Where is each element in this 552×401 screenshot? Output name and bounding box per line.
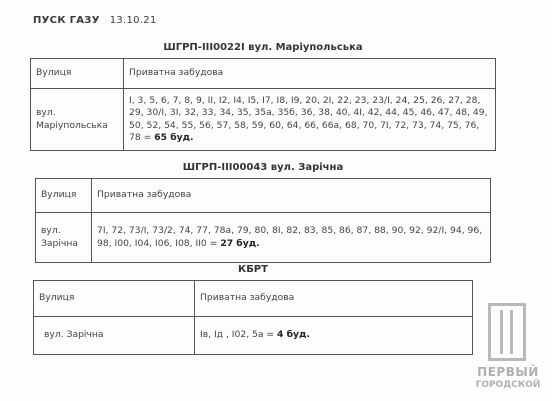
street-cell: вул. Маріупольська <box>31 89 124 151</box>
houses-cell <box>195 317 473 355</box>
col-header-private: Приватна забудова <box>195 281 473 317</box>
watermark-logo <box>472 303 544 395</box>
table-3 <box>33 280 473 355</box>
houses-list: I, 3, 5, 6, 7, 8, 9, II, I2, I4, I5, I7, I8, I9, 20, 2I, 22, 23, 23/I, 24, 25, 26, 27, 28, 29, 30/I, 3I, 32, 33, 34, 35, 35а, 35б, 36, 38, 40, 4I, 42, 44, 45, 46, 47, 48, 49, 50, 52, 54, 55, 56, 57, 58, 59, 60, 64, 66, 66а, 68, 70, 7I, 72, 73, 74, 75, 76, 78 = <box>129 94 488 143</box>
logo-mark-icon <box>488 303 526 361</box>
table-1 <box>30 58 496 151</box>
header-title: ПУСК ГАЗУ <box>33 15 100 26</box>
street-cell: вул. Зарічна <box>36 213 92 263</box>
section-title-1: ШГРП-III0022I вул. Маріупольська <box>163 42 363 53</box>
houses-list: 7I, 72, 73/I, 73/2, 74, 77, 78а, 79, 80, 8I, 82, 83, 85, 86, 87, 88, 90, 92, 92/I, 94, 96, 98, I00, I04, I06, I08, II0 = <box>97 225 483 249</box>
table-2 <box>35 178 491 263</box>
houses-cell <box>92 213 491 263</box>
section-title-3: КБРТ <box>238 264 268 275</box>
houses-total: 4 буд. <box>277 329 310 341</box>
street-cell: вул. Зарічна <box>34 317 195 355</box>
page-header <box>33 15 157 26</box>
col-header-street: Вулиця <box>31 59 124 89</box>
houses-cell <box>124 89 496 151</box>
logo-line1: ПЕРВЫЙ <box>477 365 539 379</box>
col-header-street: Вулиця <box>34 281 195 317</box>
col-header-street: Вулиця <box>36 179 92 213</box>
houses-total: 27 буд. <box>220 237 260 249</box>
section-title-2: ШГРП-III00043 вул. Зарічна <box>182 162 344 173</box>
logo-line2: ГОРОДСКОЙ <box>475 380 541 390</box>
houses-total: 65 буд. <box>154 132 194 143</box>
header-date: 13.10.21 <box>109 15 157 26</box>
col-header-private: Приватна забудова <box>92 179 491 213</box>
col-header-private: Приватна забудова <box>124 59 496 89</box>
houses-list: Iв, Iд , I02, 5а = <box>200 329 275 341</box>
